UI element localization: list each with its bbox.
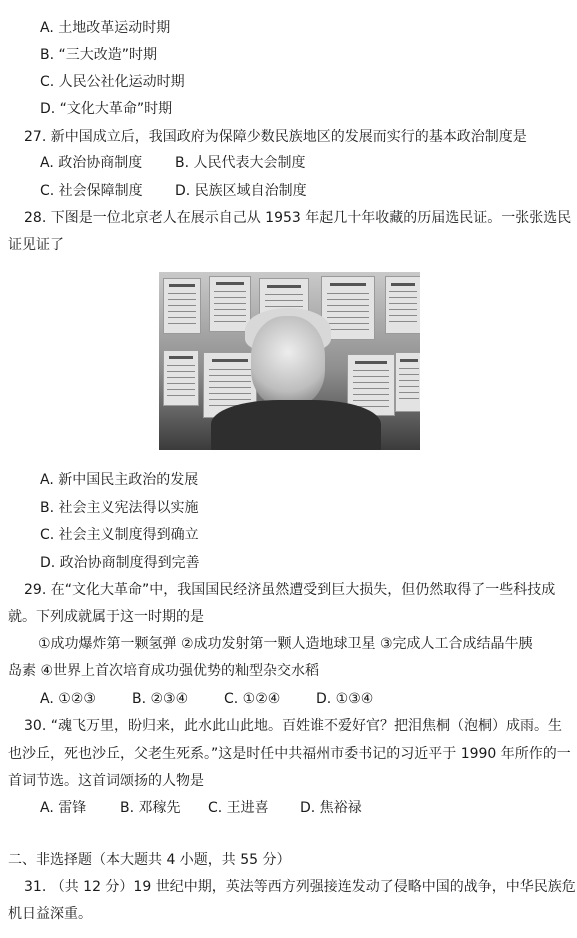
q27-option-c: C. 社会保障制度 xyxy=(40,183,143,199)
q29-items-line1: ①成功爆炸第一颗氢弹 ②成功发射第一颗人造地球卫星 ③完成人工合成结晶牛胰 xyxy=(38,636,533,652)
q29-option-b: B. ②③④ xyxy=(132,691,189,707)
q27-options-row2 xyxy=(40,181,307,201)
q30-option-d: D. 焦裕禄 xyxy=(300,800,362,816)
q28-option-a: A. 新中国民主政治的发展 xyxy=(40,472,199,488)
q27-option-b: B. 人民代表大会制度 xyxy=(175,155,306,171)
q30-stem-line3: 首词节选。这首词颂扬的人物是 xyxy=(8,773,204,789)
q29-items-line2: 岛素 ④世界上首次培育成功强优势的籼型杂交水稻 xyxy=(8,663,319,679)
q26-option-d: D. “文化大革命”时期 xyxy=(40,101,173,117)
q30-stem-line1: 30. “魂飞万里，盼归来，此水此山此地。百姓谁不爱好官？把泪焦桐（泡桐）成雨。生 xyxy=(24,718,562,734)
q28-stem-line1: 28. 下图是一位北京老人在展示自己从 1953 年起几十年收藏的历届选民证。一张张选民 xyxy=(24,210,572,226)
q26-option-c: C. 人民公社化运动时期 xyxy=(40,74,185,90)
q26-option-b: B. “三大改造”时期 xyxy=(40,47,158,63)
q30-option-c: C. 王进喜 xyxy=(208,800,269,816)
q28-stem-line2: 证见证了 xyxy=(8,237,64,253)
q29-option-a: A. ①②③ xyxy=(40,691,96,707)
q28-option-c: C. 社会主义制度得到确立 xyxy=(40,527,199,543)
q30-stem-line2: 也沙丘，死也沙丘，父老生死系。”这是时任中共福州市委书记的习近平于 1990 年所作的一 xyxy=(8,746,571,762)
q29-options-row xyxy=(40,689,373,709)
q28-option-b: B. 社会主义宪法得以实施 xyxy=(40,500,199,516)
q28-option-d: D. 政治协商制度得到完善 xyxy=(40,555,200,571)
q29-option-c: C. ①②④ xyxy=(224,691,281,707)
q31-stem-line1: 31. （共 12 分）19 世纪中期，英法等西方列强接连发动了侵略中国的战争，中华民族危 xyxy=(24,879,576,895)
q29-option-d: D. ①③④ xyxy=(316,691,374,707)
q27-options-row1 xyxy=(40,153,306,173)
q26-option-a: A. 土地改革运动时期 xyxy=(40,20,171,36)
q30-options-row xyxy=(40,798,362,818)
q29-stem-line2: 就。下列成就属于这一时期的是 xyxy=(8,609,204,625)
q29-stem-line1: 29. 在“文化大革命”中，我国国民经济虽然遭受到巨大损失，但仍然取得了一些科技成 xyxy=(24,582,556,598)
q31-stem-line2: 机日益深重。 xyxy=(8,906,92,922)
section2-heading: 二、非选择题（本大题共 4 小题，共 55 分） xyxy=(8,852,291,868)
q30-option-b: B. 邓稼先 xyxy=(120,800,181,816)
q30-option-a: A. 雷锋 xyxy=(40,800,87,816)
q27-option-a: A. 政治协商制度 xyxy=(40,155,143,171)
voter-cards-photo xyxy=(159,272,420,450)
q27-option-d: D. 民族区域自治制度 xyxy=(175,183,307,199)
q27-stem: 27. 新中国成立后，我国政府为保障少数民族地区的发展而实行的基本政治制度是 xyxy=(24,129,527,145)
